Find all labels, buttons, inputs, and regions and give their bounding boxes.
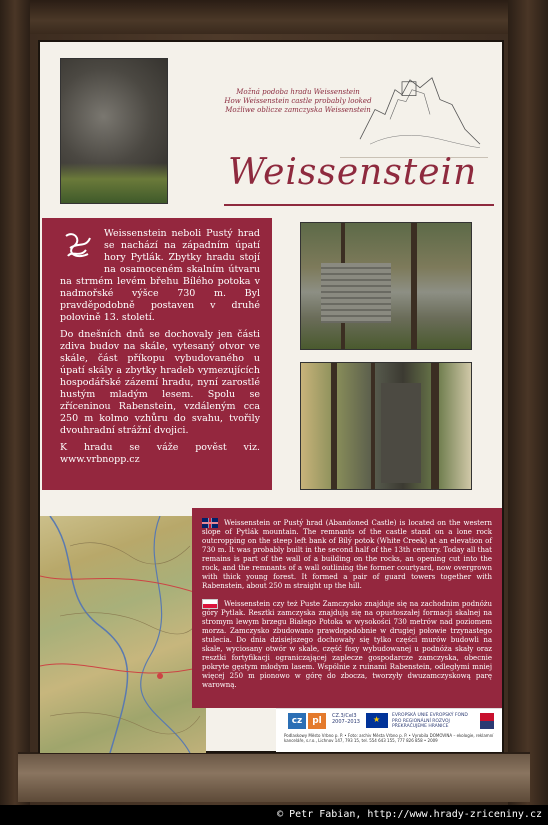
czech-paragraph-1: Weissenstein neboli Pustý hrad se nachází na západním úpatí hory Pytlák. Zbytky hradu stojí na osamoceném skalním útvaru na strmém levém břehu Bílého potoka v nadmořské výšce 730 m. Byl pravděpodobně postaven v druhé polovině 13. století.	[60, 228, 260, 323]
cz-pl-logo: cz pl	[288, 713, 328, 729]
eu-fund-text: EVROPSKÁ UNIE EVROPSKÝ FOND PRO REGIONÁLNÍ ROZVOJ PŘEKRAČUJEME HRANICE	[392, 713, 468, 729]
sponsor-strip	[276, 708, 502, 752]
caption-cz: Možná podoba hradu Weissenstein	[236, 88, 360, 96]
castle-sketch	[340, 60, 488, 158]
forest-ruin-photo	[300, 362, 472, 490]
caption-pl: Możliwe oblicze zamczyska Weissenstein	[225, 106, 371, 114]
poland-flag-icon	[202, 599, 218, 609]
eu-flag-icon	[366, 713, 388, 728]
board-credits: Podlaskowy Město Vrbno p. P. • Foto: archiv Města Vrbno p. P. • Vyrobila DOMOVINA – ekologie, reklamní kanceláře, s.r.o., Lichnov 147, 793 15, tel. 554 643 155, 777 826 858 • 2009	[284, 733, 494, 743]
photo-credit: © Petr Fabian, http://www.hrady-zriceniny.cz	[0, 805, 548, 825]
frame-bottom-beam	[18, 752, 530, 802]
czech-paragraph-2: Do dnešních dnů se dochovaly jen části zdiva budov na skále, vytesaný otvor ve skále, část příkopu vybudovaného u úpatí skály a zbytky hradeb vymezujících hospodářské zázemí hradu, nyní zarostlé hustým mladým lesem. Spolu se zříceninou Rabenstein, vzdáleným cca 250 m kolmo vzhůru do svahu, tvořily dvouhradní strážní dvojici.	[60, 329, 260, 436]
caption-en: How Weissenstein castle probably looked	[224, 97, 372, 105]
region-logo-icon	[480, 713, 494, 729]
program-code: CZ.3/Cel3 2007–2013	[332, 713, 360, 725]
polish-block	[202, 599, 492, 690]
english-polish-text-panel	[192, 508, 502, 708]
english-text: Weissenstein or Pustý hrad (Abandoned Castle) is located on the western slope of Pytlák mountain. The remnants of the castle stand on a lone rock outcropping on the steep left bank of Bílý potok (White Creek) at an elevation of 730 m. It was probably built in the second half of the 13th century. Today all that remains is part of the wall of a building on the rocks, an opening cut into the rock, and the remnants of a wall outlining the former courtyard, now overgrown with thick young forest. It formed a pair of guard towers together with Rabenstein, about 250 m straight up the hill.	[202, 519, 492, 590]
frame-left-post	[0, 0, 30, 805]
ornament-icon	[60, 228, 96, 264]
area-map	[40, 516, 206, 753]
frame-right-post	[508, 0, 548, 805]
frame-top-beam	[0, 0, 548, 34]
stone-wall-photo	[300, 222, 472, 350]
info-board	[38, 40, 504, 753]
rock-photo	[60, 58, 168, 204]
czech-text-panel	[42, 218, 272, 490]
uk-flag-icon	[202, 518, 218, 528]
czech-paragraph-3: K hradu se váže pověst viz. www.vrbnopp.cz	[60, 442, 260, 465]
page-title: Weissenstein	[228, 152, 478, 193]
english-block	[202, 518, 492, 591]
polish-text: Weissenstein czy też Puste Zamczysko znajduje się na zachodnim podnóżu góry Pytlak. Resztki zamczyska znajdują się na opustoszałej formacji skalnej na stromym lewym brzegu Białego Potoka w wysokości 730 metrów nad poziomem morza. Zamczysko zbudowano prawdopodobnie w drugiej połowie trzynastego stulecia. Do dnia dzisiejszego dochowały się tylko części murów budowli na skale, wyciosany otwór w skale, część fosy wybudowanej u podnóża skały oraz resztki fortyfikacji ograniczającej zaplecze gospodarcze zamczyska, obecnie pokryte gęstym młodym lasem. Wspólnie z ruinami Rabenstein, odległymi mniej więcej 250 m pionowo w górę do zbocza, tworzyły dwuzamczyskową parę warowną.	[202, 600, 492, 689]
title-divider	[224, 204, 494, 206]
